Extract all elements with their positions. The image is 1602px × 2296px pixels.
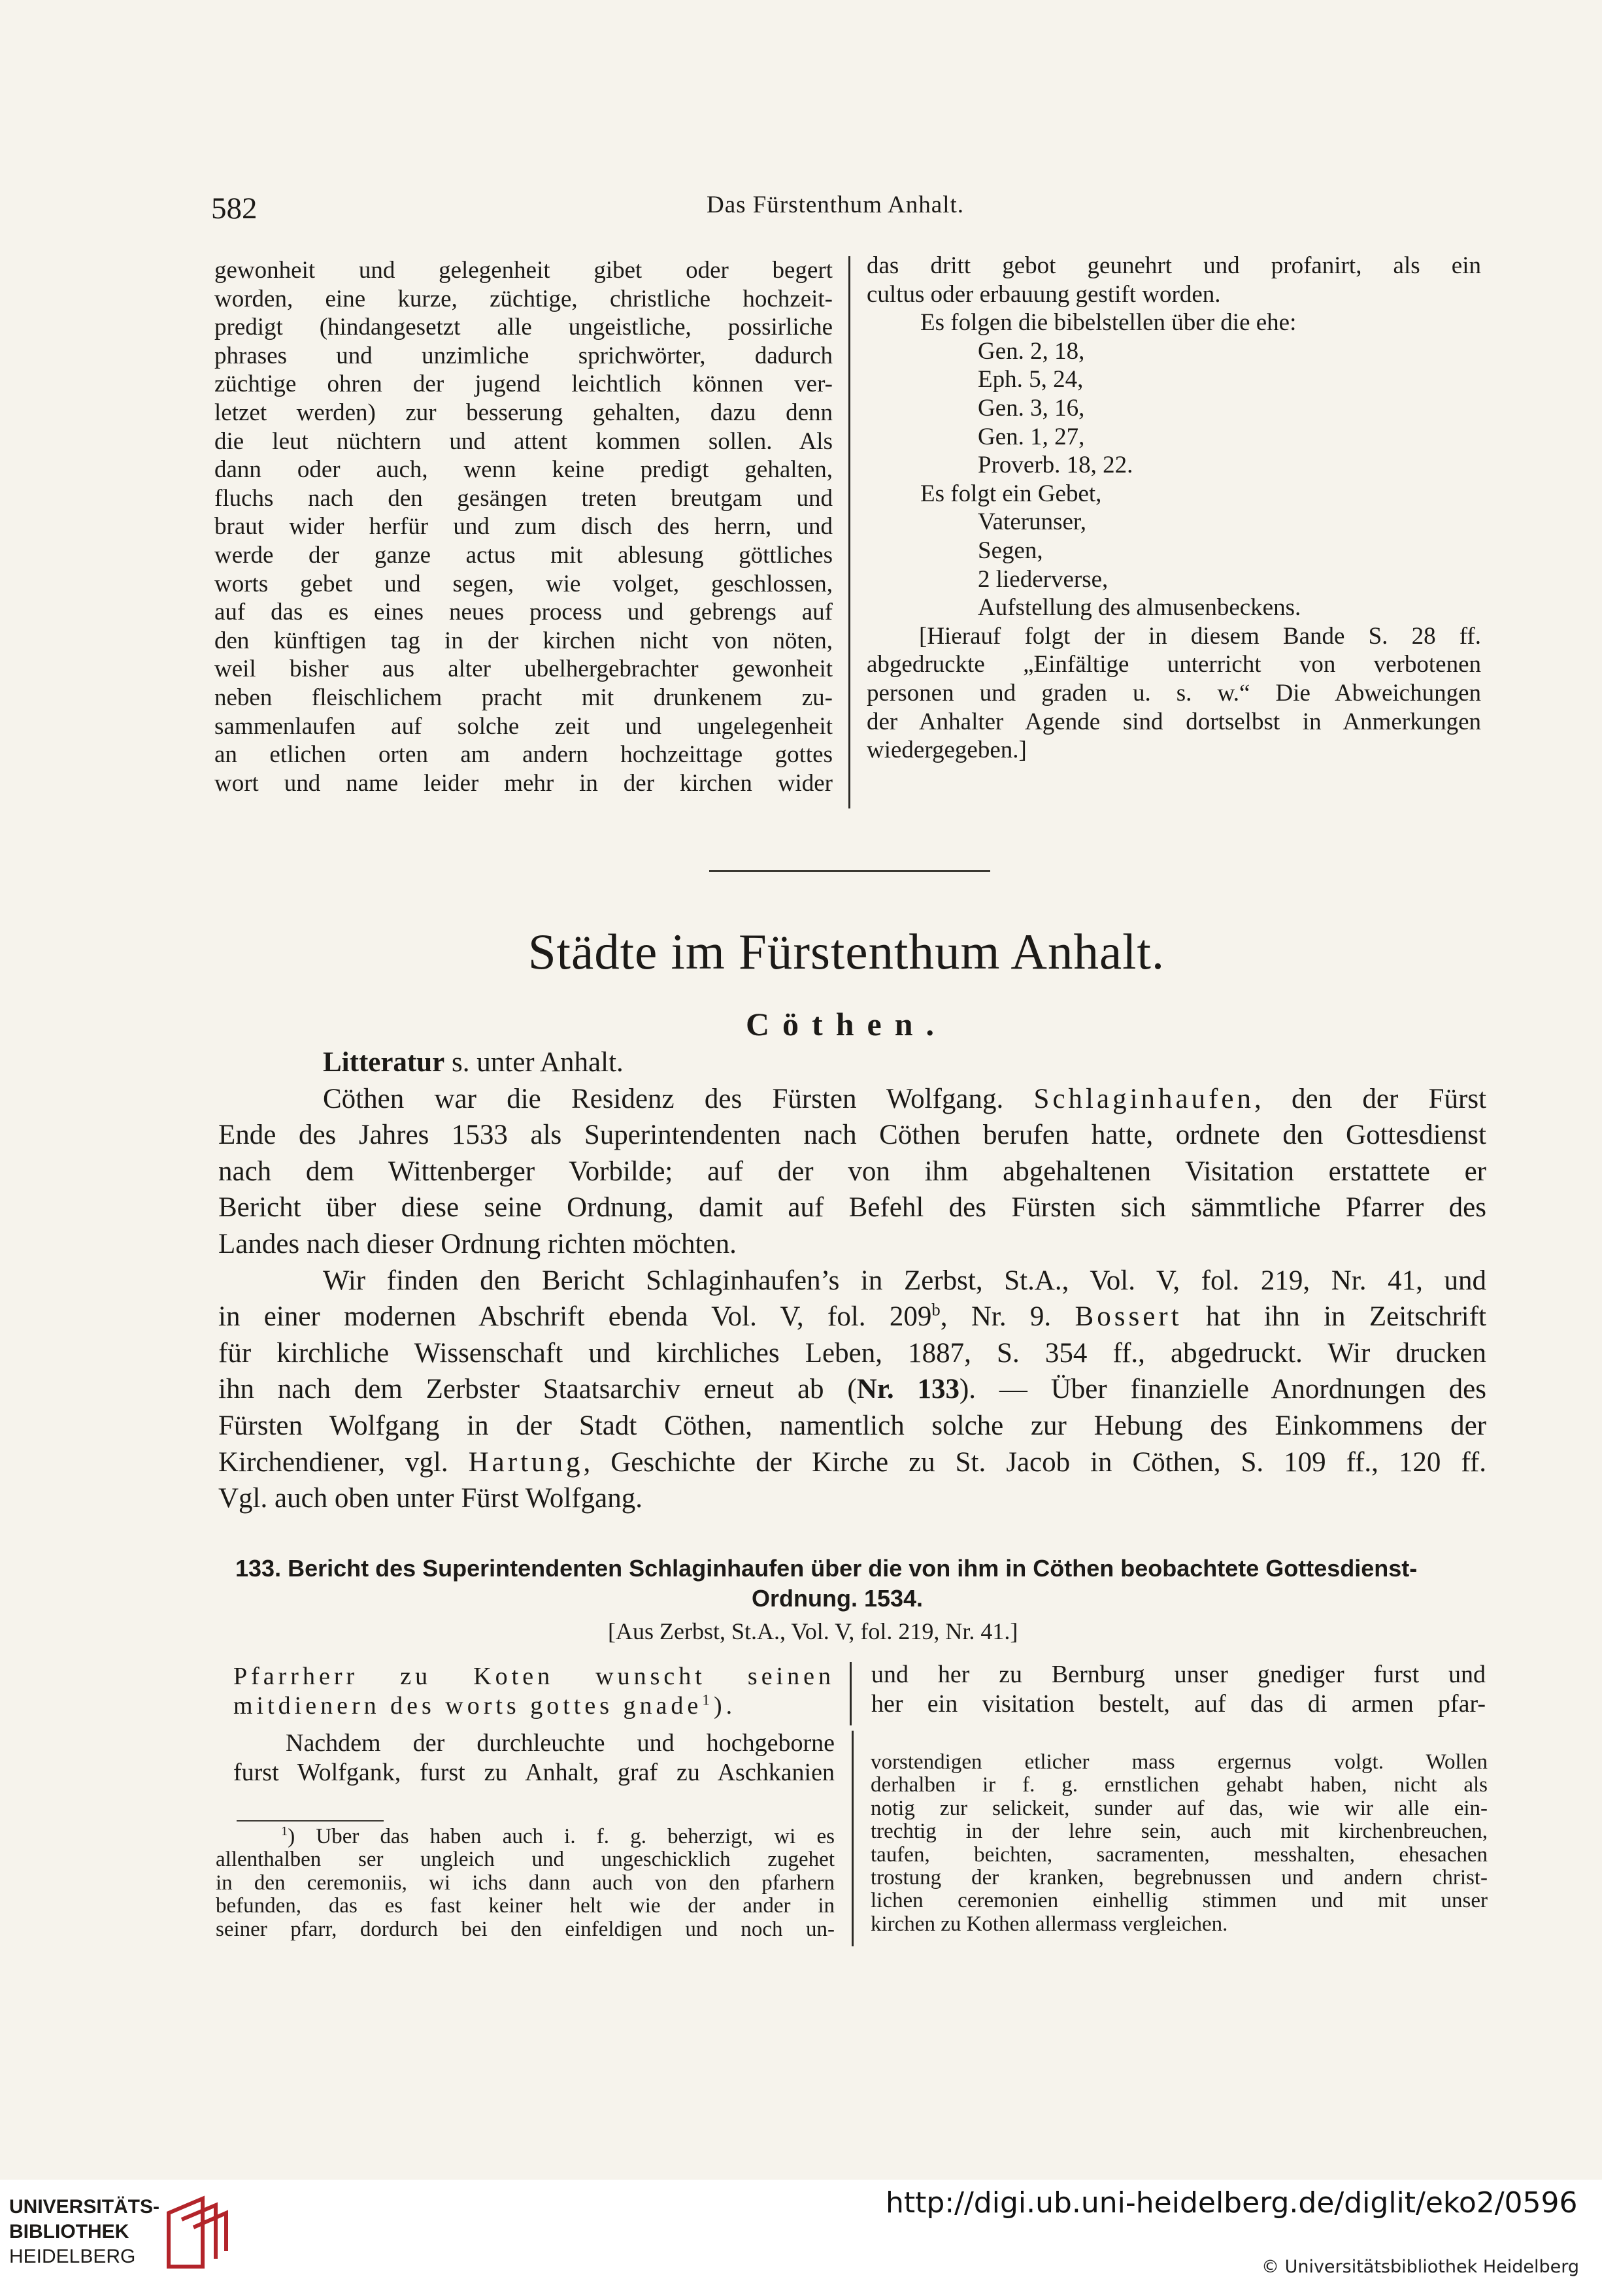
text-line: worden, eine kurze, züchtige, christliche hochzeit-	[214, 285, 833, 312]
footnote-line: in den ceremoniis, wi ichs dann auch von den pfarhern	[216, 1871, 835, 1895]
footnote-line: trostung der kranken, begrebnussen und andern christ-	[871, 1866, 1488, 1890]
page-number: 582	[211, 191, 258, 225]
running-head	[211, 191, 1505, 237]
prayer-item: Vaterunser,	[978, 508, 1086, 536]
library-emblem-icon	[163, 2193, 229, 2272]
footnote-marker: 1	[281, 1824, 288, 1838]
text-line: personen und graden u. s. w.“ Die Abweichungen	[867, 679, 1481, 707]
text-line	[218, 1371, 1486, 1408]
text-span: ).	[714, 1692, 737, 1720]
top-right-column	[867, 252, 1481, 765]
prayer-item: 2 liederverse,	[978, 565, 1109, 593]
document-heading	[235, 1554, 1477, 1614]
text-line: Fürsten Wolfgang in der Stadt Cöthen, namentlich solche zur Hebung des Einkommens der	[218, 1410, 1486, 1441]
text-line: Vgl. auch oben unter Fürst Wolfgang.	[218, 1483, 642, 1514]
bible-ref: Gen. 3, 16,	[978, 394, 1085, 422]
text-line: neben fleischlichem pracht mit drunkenem zu-	[214, 684, 833, 711]
text-span: ). — Über finanzielle Anordnungen des	[959, 1374, 1486, 1405]
footnote-line: derhalben ir f. g. ernstlichen gehabt haben, nicht als	[871, 1773, 1488, 1797]
section-body	[218, 1044, 1486, 1517]
text-line: Landes nach dieser Ordnung richten möchten.	[218, 1228, 737, 1259]
text-line: werde der ganze actus mit ablesung göttliches	[214, 541, 833, 569]
top-left-column	[214, 256, 833, 797]
text-span: , den der Fürst	[1254, 1083, 1487, 1114]
logo-line: BIBLIOTHEK	[9, 2221, 129, 2242]
footnote-right	[871, 1751, 1488, 1936]
literature-label: Litteratur	[323, 1047, 445, 1078]
text-line: wiedergegeben.]	[867, 737, 1027, 764]
text-line: Ende des Jahres 1533 als Superintendenten nach Cöthen berufen hatte, ordnete den Gottesdienst	[218, 1120, 1486, 1151]
bible-heading: Es folgen die bibelstellen über die ehe:	[920, 309, 1297, 337]
text-line: nach dem Wittenberger Vorbilde; auf der von ihm abgehaltenen Visitation erstattete er	[218, 1156, 1486, 1187]
text-span: hat ihn in Zeitschrift	[1182, 1301, 1486, 1333]
literature-line	[218, 1044, 1486, 1081]
bible-ref: Eph. 5, 24,	[978, 366, 1084, 393]
text-span: ) Uber das haben auch i. f. g. beherzigt, wi es	[288, 1825, 835, 1848]
text-line: braut wider herfür und zum disch des herrn, und	[214, 513, 833, 541]
text-line: sammenlaufen auf solche zeit und ungelegenheit	[214, 712, 833, 740]
text-line: phrases und unzimliche sprichwörter, dadurch	[214, 342, 833, 369]
logo-line: HEIDELBERG	[9, 2246, 136, 2267]
text-line: worts gebet und segen, wie volget, geschlossen,	[214, 570, 833, 597]
text-line: der Anhalter Agende sind dortselbst in Anmerkungen	[867, 708, 1481, 735]
footnote-line	[216, 1825, 835, 1848]
text-span: mitdienern des worts gottes gnade	[233, 1692, 703, 1720]
footnote-left	[216, 1825, 835, 1941]
text-span: Kirchendiener, vgl.	[218, 1446, 469, 1478]
column-divider	[850, 1662, 852, 1725]
text-line: und her zu Bernburg unser gnediger furst und	[871, 1661, 1486, 1688]
text-line: den künftigen tag in der kirchen nicht von nöten,	[214, 627, 833, 654]
spaced-name: Hartung	[468, 1446, 584, 1478]
document-reference: Nr. 133	[856, 1374, 960, 1405]
bible-ref: Gen. 2, 18,	[978, 337, 1085, 365]
footnote-line: kirchen zu Kothen allermass vergleichen.	[871, 1912, 1228, 1936]
text-line	[218, 1444, 1486, 1481]
footnote-line: taufen, beichten, sacramenten, messhalten, ehesachen	[871, 1842, 1488, 1867]
text-line: predigt (hindangesetzt alle ungeistliche, possirliche	[214, 314, 833, 341]
footnote-line: lichen ceremonien einhellig stimmen und mit unser	[871, 1889, 1488, 1913]
document-right-column	[871, 1660, 1486, 1719]
logo-line: UNIVERSITÄTS-	[9, 2196, 160, 2218]
text-span: Cöthen war die Residenz des Fürsten Wolfgang.	[323, 1083, 1034, 1114]
text-line: auf das es eines neues process und gebrengs auf	[214, 599, 833, 626]
heading-line: 133. Bericht des Superintendenten Schlaginhaufen über die von ihm in Cöthen beobachtete Gottesdienst-	[235, 1555, 1418, 1582]
bible-ref: Proverb. 18, 22.	[978, 452, 1133, 479]
text-line: züchtige ohren der jugend leichtlich können ver-	[214, 371, 833, 398]
text-line: für kirchliche Wissenschaft und kirchliches Leben, 1887, S. 354 ff., abgedruckt. Wir drucken	[218, 1337, 1486, 1369]
spaced-name: Schlaginhaufen	[1033, 1083, 1255, 1114]
text-line: das dritt gebot geunehrt und profanirt, als ein	[867, 252, 1481, 279]
superscript: b	[931, 1299, 941, 1320]
text-line: furst Wolfgank, furst zu Anhalt, graf zu Aschkanien	[233, 1759, 835, 1786]
text-line: weil bisher aus alter ubelhergebrachter gewonheit	[214, 656, 833, 683]
footnote-line: notig zur selickeit, sunder auf das, wie wir alle ein-	[871, 1796, 1488, 1820]
running-title: Das Fürstenthum Anhalt.	[707, 191, 965, 218]
text-line: her ein visitation bestelt, auf das di armen pfar-	[871, 1690, 1486, 1718]
section-subtitle: Cöthen.	[745, 1006, 948, 1042]
text-line: Nachdem der durchleuchte und hochgeborne	[286, 1729, 835, 1757]
text-span: , Geschichte der Kirche zu St. Jacob in Cöthen, S. 109 ff., 120 ff.	[583, 1446, 1486, 1478]
text-line: fluchs nach den gesängen treten breutgam und	[214, 484, 833, 512]
text-line: Wir finden den Bericht Schlaginhaufen’s in Zerbst, St.A., Vol. V, fol. 219, Nr. 41, und	[323, 1265, 1486, 1296]
bible-ref: Gen. 1, 27,	[978, 423, 1085, 450]
text-line	[218, 1299, 1486, 1335]
column-divider	[852, 1731, 854, 1946]
text-line: gewonheit und gelegenheit gibet oder begert	[214, 257, 833, 284]
text-line: letzet werden) zur besserung gehalten, dazu denn	[214, 399, 833, 426]
text-line: [Hierauf folgt der in diesem Bande S. 28 ff.	[919, 622, 1481, 650]
section-title: Städte im Fürstenthum Anhalt.	[527, 923, 1165, 980]
library-logo[interactable]	[0, 2183, 275, 2281]
literature-text: s. unter Anhalt.	[444, 1047, 624, 1078]
salutation-line: Pfarrherr zu Koten wunscht seinen	[233, 1663, 835, 1690]
text-line: wort und name leider mehr in der kirchen wider	[214, 769, 833, 797]
separator-rule	[709, 870, 990, 872]
text-line: dann oder auch, wenn keine predigt gehalten,	[214, 456, 833, 484]
document-source: [Aus Zerbst, St.A., Vol. V, fol. 219, Nr. 41.]	[608, 1618, 1018, 1644]
copyright-notice: © Universitätsbibliothek Heidelberg	[1261, 2257, 1580, 2277]
prayer-heading: Es folgt ein Gebet,	[920, 480, 1102, 507]
permalink-url[interactable]: http://digi.ub.uni-heidelberg.de/diglit/eko2/0596	[886, 2186, 1578, 2220]
text-line: an etlichen orten am andern hochzeittage gottes	[214, 741, 833, 769]
text-span: , Nr. 9.	[940, 1301, 1075, 1333]
prayer-item: Aufstellung des almusenbeckens.	[978, 594, 1301, 622]
text-line: Bericht über diese seine Ordnung, damit auf Befehl des Fürsten sich sämmtliche Pfarrer des	[218, 1192, 1486, 1223]
spaced-name: Bossert	[1075, 1301, 1182, 1333]
text-line: cultus oder erbauung gestift worden.	[867, 280, 1221, 308]
text-line	[218, 1081, 1486, 1118]
column-divider	[848, 256, 850, 808]
footnote-rule	[237, 1820, 384, 1822]
text-line: die leut nüchtern und attent kommen sollen. Als	[214, 427, 833, 455]
document-left-column	[233, 1662, 835, 1788]
footnote-line: trechtig in der lehre sein, auch mit kirchenbreuchen,	[871, 1820, 1488, 1844]
footnote-line: vorstendigen etlicher mass ergernus volgt. Wollen	[871, 1750, 1488, 1774]
heading-line: Ordnung. 1534.	[752, 1585, 924, 1612]
footnote-line: seiner pfarr, dordurch bei den einfeldigen und noch un-	[216, 1917, 835, 1941]
footnote-line: allenthalben ser ungleich und ungeschicklich zugehet	[216, 1848, 835, 1872]
text-span: in einer modernen Abschrift ebenda Vol. V, fol. 209	[218, 1301, 932, 1333]
text-span: ihn nach dem Zerbster Staatsarchiv erneut ab (	[218, 1374, 857, 1405]
salutation-line	[233, 1691, 835, 1721]
prayer-item: Segen,	[978, 537, 1043, 564]
footnote-line: befunden, das es fast keiner helt wie der ander in	[216, 1894, 835, 1918]
footnote-marker: 1	[702, 1691, 714, 1709]
text-line: abgedruckte „Einfältige unterricht von verbotenen	[867, 651, 1481, 678]
